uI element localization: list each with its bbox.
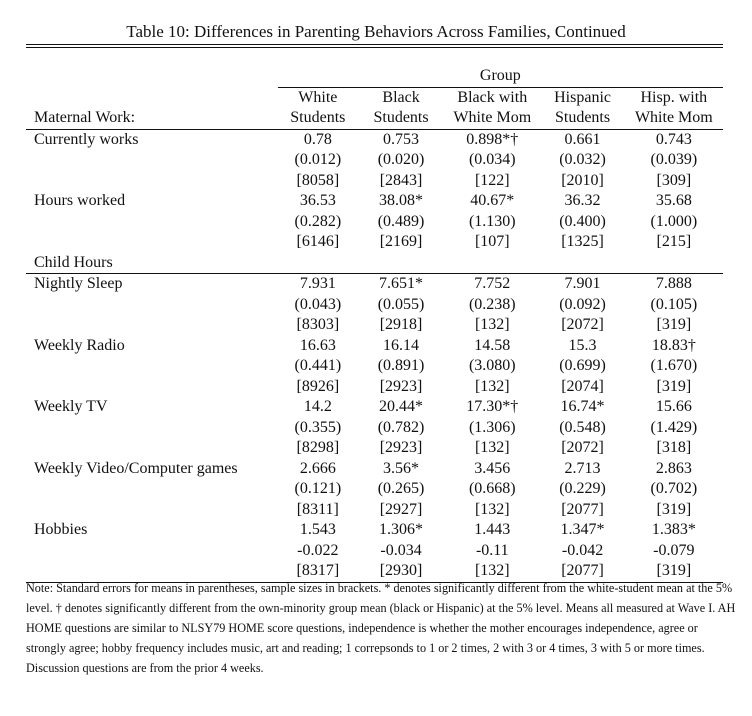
- mean-cell: 16.63: [299, 336, 336, 354]
- variable-label: Hobbies: [34, 521, 88, 538]
- mean-cell: 2.713: [564, 459, 601, 477]
- mean-cell: 14.58: [474, 336, 511, 354]
- mean-cell: 1.543: [299, 521, 336, 538]
- n-cell: [132]: [474, 377, 510, 395]
- se-cell: -0.11: [475, 541, 509, 559]
- variable-label: Weekly TV: [34, 398, 108, 415]
- empty-cell: [26, 541, 278, 562]
- n-cell: [8311]: [296, 500, 339, 518]
- empty-cell: [26, 418, 278, 439]
- se-cell: (1.000): [650, 212, 698, 230]
- se-row: [26, 418, 723, 439]
- se-cell: (0.020): [377, 151, 425, 168]
- header-spacer: [26, 66, 278, 87]
- empty-cell: [26, 171, 278, 192]
- column-header-row-2: [26, 108, 723, 129]
- se-cell: (0.012): [294, 151, 342, 168]
- se-row: [26, 541, 723, 562]
- se-cell: (0.489): [377, 212, 425, 230]
- n-cell: [132]: [474, 439, 510, 456]
- n-cell: [6146]: [296, 233, 340, 250]
- mean-cell: 0.753: [383, 130, 420, 148]
- empty-cell: [278, 253, 358, 274]
- table-body: [26, 66, 723, 582]
- n-cell: [2010]: [561, 171, 604, 189]
- row-label-header: Maternal Work:: [34, 109, 136, 126]
- n-cell: [8926]: [296, 377, 340, 395]
- n-cell: [318]: [656, 439, 692, 456]
- mean-cell: 1.443: [474, 521, 511, 538]
- mean-cell: 15.66: [655, 398, 692, 415]
- empty-cell: [26, 295, 278, 316]
- se-cell: (1.306): [468, 418, 516, 436]
- n-cell: [215]: [656, 233, 692, 250]
- empty-cell: [26, 438, 278, 459]
- group-label: Group: [278, 66, 723, 87]
- n-cell: [319]: [656, 377, 692, 395]
- n-row: [26, 438, 723, 459]
- column-header-line2: White Mom: [453, 109, 532, 126]
- empty-cell: [26, 500, 278, 521]
- table-caption: Table 10: Differences in Parenting Behaviors Across Families, Continued: [126, 22, 626, 41]
- n-cell: [132]: [474, 562, 510, 579]
- mean-cell: 0.661: [564, 130, 601, 148]
- n-cell: [2918]: [379, 316, 423, 333]
- se-cell: (0.265): [377, 480, 425, 497]
- se-cell: (0.055): [377, 295, 425, 313]
- se-cell: (0.229): [559, 480, 606, 497]
- n-cell: [319]: [656, 316, 692, 333]
- mean-row: [26, 191, 723, 212]
- n-cell: [8298]: [296, 439, 340, 456]
- n-cell: [132]: [474, 316, 510, 333]
- n-cell: [319]: [656, 562, 692, 579]
- n-row: [26, 315, 723, 336]
- variable-label: Hours worked: [34, 192, 126, 209]
- mean-cell: 40.67*: [470, 192, 515, 209]
- empty-cell: [540, 253, 624, 274]
- mean-cell: 0.78: [303, 130, 332, 148]
- se-cell: -0.042: [561, 541, 604, 559]
- se-cell: (1.429): [650, 418, 698, 436]
- variable-label: Weekly Video/Computer games: [34, 459, 238, 477]
- column-header-row-1: [26, 87, 723, 108]
- n-cell: [2077]: [561, 500, 604, 518]
- mean-cell: 1.306*: [379, 521, 424, 538]
- n-cell: [2927]: [379, 500, 423, 518]
- mean-cell: 2.863: [655, 459, 692, 477]
- n-cell: [2074]: [561, 377, 604, 395]
- group-header-row: [26, 66, 723, 87]
- se-cell: (0.702): [650, 480, 698, 497]
- se-cell: (0.400): [559, 212, 606, 230]
- se-row: [26, 295, 723, 316]
- empty-cell: [26, 315, 278, 336]
- empty-cell: [26, 479, 278, 500]
- se-cell: (0.092): [559, 295, 606, 313]
- mean-cell: 14.2: [303, 398, 332, 415]
- n-cell: [132]: [474, 500, 510, 518]
- se-cell: (0.039): [650, 151, 698, 168]
- mean-cell: 17.30*†: [466, 398, 519, 415]
- empty-cell: [26, 232, 278, 253]
- n-cell: [319]: [656, 500, 692, 518]
- n-cell: [8058]: [296, 171, 340, 189]
- table-note: Note: Standard errors for means in parentheses, sample sizes in brackets. * denotes significantly different from the white-student mean at the 5% level. † denotes significantly different from the own-minority group mean (black or Hispanic) at the 5% level. Means all measured at Wave I. AH HOME questions are similar to NLSY79 HOME score questions, independence is whether the mother encourages independence, agree or strongly agree; hobby frequency includes music, art and reading; 1 correpsonds to 1 or 2 times, 2 with 3 or 4 times, 3 with 5 or more times. Discussion questions are from the prior 4 weeks.: [26, 581, 736, 675]
- mean-cell: 36.32: [564, 192, 601, 209]
- mean-row: [26, 336, 723, 357]
- variable-label: Nightly Sleep: [34, 275, 123, 292]
- mean-cell: 3.456: [474, 459, 511, 477]
- n-cell: [122]: [474, 171, 510, 189]
- n-cell: [2072]: [561, 439, 604, 456]
- n-row: [26, 232, 723, 253]
- mean-cell: 0.898*†: [466, 130, 519, 148]
- column-header-line1: White: [298, 88, 338, 106]
- n-cell: [2923]: [379, 377, 423, 395]
- top-rule-inner: [26, 47, 723, 48]
- mean-row: [26, 274, 723, 295]
- n-row: [26, 171, 723, 192]
- column-header-line1: Hispanic: [554, 88, 611, 106]
- variable-label: Currently works: [34, 130, 139, 148]
- n-row: [26, 500, 723, 521]
- column-header-line1: Hisp. with: [640, 88, 708, 106]
- n-cell: [2077]: [561, 562, 604, 579]
- se-cell: (0.548): [559, 418, 606, 436]
- se-cell: (0.699): [559, 357, 606, 374]
- mean-cell: 35.68: [655, 192, 692, 209]
- mean-cell: 18.83†: [651, 336, 696, 354]
- mean-cell: 3.56*: [383, 459, 420, 477]
- se-cell: (0.121): [294, 480, 342, 497]
- se-cell: -0.079: [653, 541, 695, 559]
- n-cell: [1325]: [561, 233, 604, 250]
- n-cell: [2923]: [379, 439, 423, 456]
- empty-cell: [358, 253, 444, 274]
- column-header-line1: Black with: [457, 88, 528, 106]
- se-cell: (0.032): [559, 151, 606, 168]
- se-cell: (0.043): [294, 295, 342, 313]
- se-cell: (0.782): [377, 418, 425, 436]
- se-row: [26, 150, 723, 171]
- variable-label: Weekly Radio: [34, 336, 125, 354]
- se-cell: (0.282): [294, 212, 342, 230]
- se-cell: (0.105): [650, 295, 698, 313]
- n-cell: [8303]: [296, 316, 340, 333]
- se-cell: (0.668): [468, 480, 516, 497]
- mean-cell: 2.666: [299, 459, 336, 477]
- mean-row: [26, 397, 723, 418]
- mean-row: [26, 129, 723, 150]
- header-spacer: [26, 87, 278, 108]
- section-title: Child Hours: [34, 253, 113, 271]
- column-header-line2: Students: [290, 109, 346, 126]
- empty-cell: [444, 253, 540, 274]
- mean-cell: 0.743: [655, 130, 692, 148]
- se-cell: -0.034: [380, 541, 422, 559]
- column-header-line2: Students: [373, 109, 429, 126]
- n-cell: [2843]: [379, 171, 423, 189]
- se-cell: (0.034): [468, 151, 516, 168]
- se-cell: (0.355): [294, 418, 342, 436]
- n-cell: [2930]: [379, 562, 423, 579]
- n-cell: [2169]: [379, 233, 423, 250]
- se-cell: (1.130): [468, 212, 516, 230]
- data-table: [26, 66, 723, 583]
- top-rule-outer: [26, 44, 723, 45]
- se-row: [26, 212, 723, 233]
- empty-cell: [625, 253, 723, 274]
- se-cell: (0.238): [468, 295, 516, 313]
- se-row: [26, 356, 723, 377]
- se-cell: (1.670): [650, 357, 698, 374]
- mean-cell: 1.383*: [651, 521, 696, 538]
- se-cell: -0.022: [297, 541, 339, 559]
- mean-cell: 16.74*: [560, 398, 605, 415]
- mean-cell: 1.347*: [560, 521, 605, 538]
- mean-cell: 36.53: [299, 192, 336, 209]
- se-cell: (0.891): [377, 357, 425, 374]
- se-cell: (3.080): [468, 357, 516, 374]
- empty-cell: [26, 150, 278, 171]
- se-cell: (0.441): [294, 357, 342, 374]
- mean-cell: 20.44*: [379, 398, 424, 415]
- empty-cell: [26, 377, 278, 398]
- mean-row: [26, 520, 723, 541]
- mean-cell: 7.752: [474, 275, 511, 292]
- mean-cell: 16.14: [383, 336, 420, 354]
- empty-cell: [26, 212, 278, 233]
- mean-cell: 7.651*: [379, 275, 424, 292]
- column-header-line2: White Mom: [634, 109, 713, 126]
- mean-cell: 7.888: [655, 275, 692, 292]
- column-header-line2: Students: [554, 109, 611, 126]
- n-row: [26, 377, 723, 398]
- mean-cell: 7.901: [564, 275, 601, 292]
- mean-cell: 15.3: [568, 336, 597, 354]
- mean-row: [26, 459, 723, 480]
- mean-cell: 7.931: [299, 275, 336, 292]
- column-header-line1: Black: [382, 88, 420, 106]
- n-cell: [2072]: [561, 316, 604, 333]
- n-cell: [107]: [474, 233, 510, 250]
- se-row: [26, 479, 723, 500]
- n-cell: [309]: [656, 171, 692, 189]
- empty-cell: [26, 356, 278, 377]
- section-title-row: [26, 253, 723, 274]
- n-cell: [8317]: [296, 562, 340, 579]
- mean-cell: 38.08*: [379, 192, 424, 209]
